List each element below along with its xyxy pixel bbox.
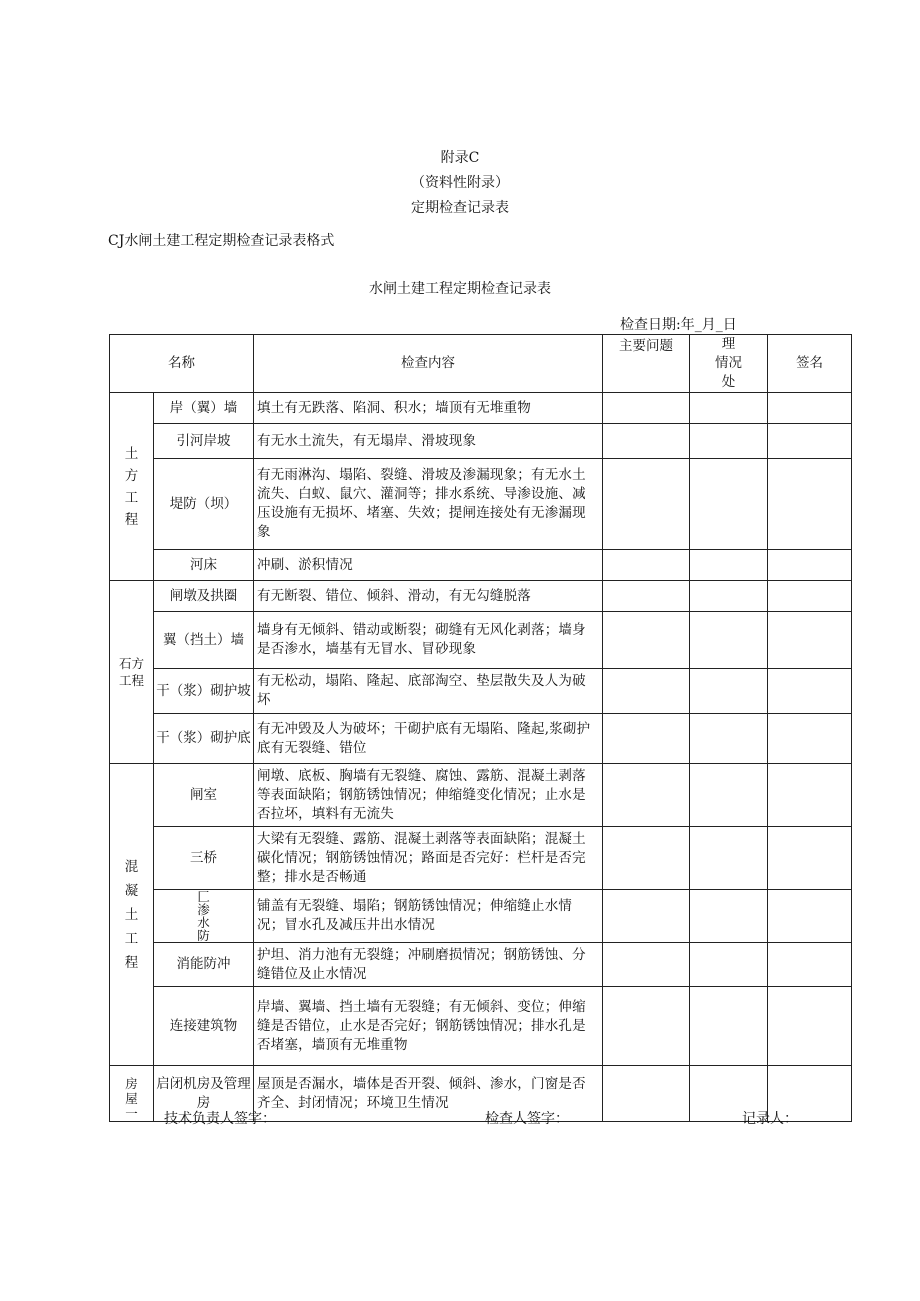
signature-cell — [768, 459, 852, 550]
header-content: 检查内容 — [254, 335, 603, 393]
table-row — [110, 764, 852, 827]
table-row — [110, 890, 852, 943]
appendix-title: 定期检查记录表 — [411, 200, 509, 216]
category-cell — [110, 1066, 154, 1122]
content-cell: 大梁有无裂缝、露筋、混凝土剥落等表面缺陷；混凝土碳化情况；钢筋锈蚀情况；路面是否完好：栏杆是否完整；排水是否畅通 — [254, 827, 603, 890]
content-cell: 铺盖有无裂缝、塌陷；钢筋锈蚀情况；伸缩缝止水情况；冒水孔及减压井出水情况 — [254, 890, 603, 943]
signature-cell — [768, 890, 852, 943]
table-row — [110, 581, 852, 612]
problems-cell — [603, 459, 690, 550]
signature-cell — [768, 612, 852, 669]
category-label: 石方工程 — [118, 656, 144, 688]
problems-cell — [603, 987, 690, 1066]
signature-cell — [768, 550, 852, 581]
problems-cell — [603, 943, 690, 987]
header-signature: 签名 — [768, 335, 852, 393]
content-cell: 有无断裂、错位、倾斜、滑动，有无勾缝脱落 — [254, 581, 603, 612]
table-row — [110, 714, 852, 764]
handling-cell — [690, 987, 768, 1066]
signature-cell — [768, 581, 852, 612]
content-cell: 填土有无跌落、陷洞、积水；墙顶有无堆重物 — [254, 393, 603, 424]
table-row — [110, 987, 852, 1066]
item-cell: 消能防冲 — [154, 943, 254, 987]
item-cell: 三桥 — [154, 827, 254, 890]
handling-cell — [690, 714, 768, 764]
handling-cell — [690, 669, 768, 714]
problems-cell — [603, 669, 690, 714]
header-handling-line2: 情况 — [715, 355, 742, 371]
category-cell — [110, 764, 154, 1066]
handling-cell — [690, 550, 768, 581]
header-row — [110, 335, 852, 393]
item-cell: 闸墩及拱圈 — [154, 581, 254, 612]
content-cell: 屋顶是否漏水，墙体是否开裂、倾斜、渗水，门窗是否齐全、封闭情况；环境卫生情况 — [254, 1066, 603, 1122]
item-cell: 翼（挡土）墙 — [154, 612, 254, 669]
header-name: 名称 — [110, 335, 254, 393]
content-cell: 有无冲毁及人为破坏；干砌护底有无塌陷、隆起,浆砌护底有无裂缝、错位 — [254, 714, 603, 764]
handling-cell — [690, 890, 768, 943]
table-row — [110, 459, 852, 550]
signature-cell — [768, 424, 852, 459]
content-cell: 护坦、消力池有无裂缝；冲刷磨损情况；钢筋锈蚀、分缝错位及止水情况 — [254, 943, 603, 987]
problems-cell — [603, 827, 690, 890]
category-cell — [110, 393, 154, 581]
category-label: 房屋一 — [125, 1076, 138, 1121]
category-label: 混凝土工程 — [124, 858, 139, 971]
handling-cell — [690, 827, 768, 890]
handling-cell — [690, 459, 768, 550]
table-row — [110, 393, 852, 424]
problems-cell — [603, 424, 690, 459]
recorder-signature: 记录人： — [742, 1111, 798, 1127]
signature-cell — [768, 393, 852, 424]
check-date: 检查日期:年_月_日 — [620, 317, 737, 333]
table-row — [110, 827, 852, 890]
category-label: 土方工程 — [124, 445, 139, 528]
signature-cell — [768, 669, 852, 714]
problems-cell — [603, 393, 690, 424]
handling-cell — [690, 393, 768, 424]
tech-lead-signature: 技术负责人签字： — [164, 1111, 276, 1127]
section-title: CJ水闸土建工程定期检查记录表格式 — [108, 233, 335, 249]
table-row — [110, 612, 852, 669]
item-cell: 引河岸坡 — [154, 424, 254, 459]
item-cell: 干（浆）砌护坡 — [154, 669, 254, 714]
content-cell: 有无水土流失，有无塌岸、滑坡现象 — [254, 424, 603, 459]
handling-cell — [690, 943, 768, 987]
problems-cell — [603, 581, 690, 612]
content-cell: 墙身有无倾斜、错动或断裂；砌缝有无风化剥落；墙身是否渗水，墙基有无冒水、冒砂现象 — [254, 612, 603, 669]
appendix-note: （资料性附录） — [411, 175, 509, 191]
header-handling — [690, 335, 768, 393]
item-cell: 河床 — [154, 550, 254, 581]
problems-cell — [603, 764, 690, 827]
signature-cell — [768, 714, 852, 764]
signature-cell — [768, 987, 852, 1066]
header-handling-line1: 理 — [721, 336, 736, 352]
problems-cell — [603, 890, 690, 943]
table-title: 水闸土建工程定期检查记录表 — [369, 281, 551, 297]
problems-cell — [603, 612, 690, 669]
problems-cell — [603, 1066, 690, 1122]
inspection-record-table — [109, 334, 852, 1122]
item-cell: 岸（翼）墙 — [154, 393, 254, 424]
item-cell: 闸室 — [154, 764, 254, 827]
appendix-label: 附录C — [440, 150, 480, 166]
header-problems: 主要问题 — [603, 335, 690, 393]
item-label: ⼕渗水防 — [197, 889, 210, 943]
item-cell: 干（浆）砌护底 — [154, 714, 254, 764]
category-cell — [110, 581, 154, 764]
table-row — [110, 943, 852, 987]
content-cell: 冲刷、淤积情况 — [254, 550, 603, 581]
signature-cell — [768, 764, 852, 827]
handling-cell — [690, 612, 768, 669]
handling-cell — [690, 424, 768, 459]
content-cell: 有无雨淋沟、塌陷、裂缝、滑坡及渗漏现象；有无水土流失、白蚁、鼠穴、灌洞等；排水系统、导渗设施、减压设施有无损坏、堵塞、失效；提闸连接处有无渗漏现象 — [254, 459, 603, 550]
inspector-signature: 检查人签字： — [485, 1111, 569, 1127]
problems-cell — [603, 550, 690, 581]
signature-cell — [768, 943, 852, 987]
content-cell: 有无松动，塌陷、隆起、底部淘空、垫层散失及人为破坏 — [254, 669, 603, 714]
content-cell: 岸墙、翼墙、挡土墙有无裂缝；有无倾斜、变位；伸缩缝是否错位，止水是否完好；钢筋锈蚀情况；排水孔是否堵塞，墙顶有无堆重物 — [254, 987, 603, 1066]
content-cell: 闸墩、底板、胸墙有无裂缝、腐蚀、露筋、混凝土剥落等表面缺陷；钢筋锈蚀情况；伸缩缝变化情况；止水是否拉坏，填料有无流失 — [254, 764, 603, 827]
signature-cell — [768, 827, 852, 890]
problems-cell — [603, 714, 690, 764]
item-cell — [154, 890, 254, 943]
table-row — [110, 550, 852, 581]
table-row — [110, 424, 852, 459]
handling-cell — [690, 581, 768, 612]
header-handling-line3: 处 — [721, 374, 736, 390]
handling-cell — [690, 764, 768, 827]
item-cell: 启闭机房及管理房 — [154, 1066, 254, 1122]
table-row — [110, 669, 852, 714]
item-cell: 连接建筑物 — [154, 987, 254, 1066]
item-cell: 堤防（坝） — [154, 459, 254, 550]
